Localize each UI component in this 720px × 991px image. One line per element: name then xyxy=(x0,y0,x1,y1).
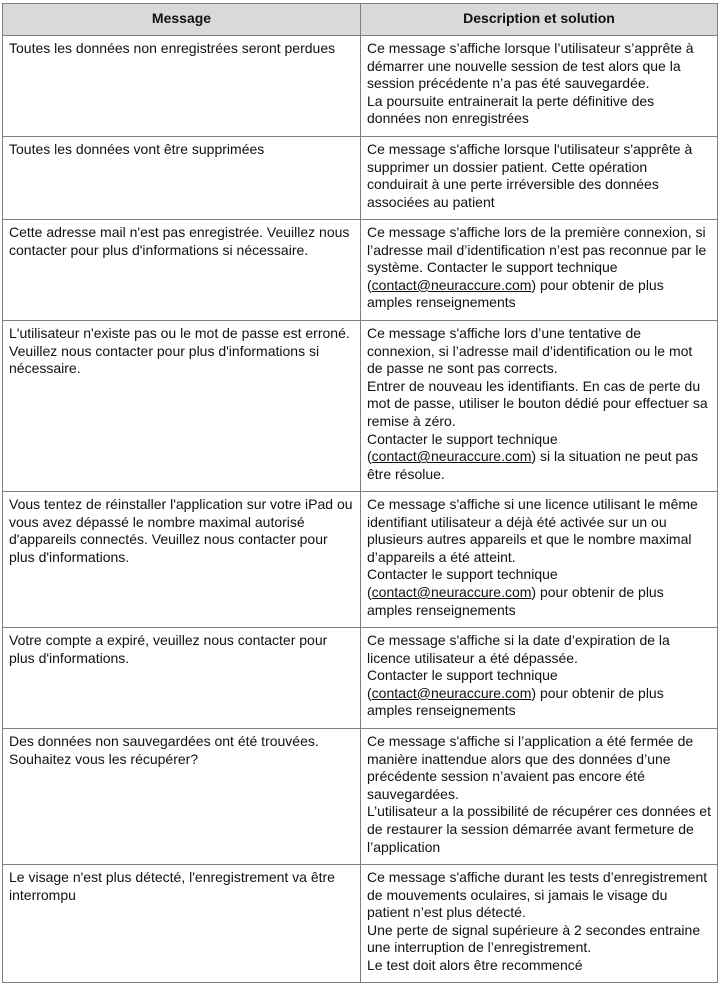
description-text: Ce message s'affiche lors d’une tentative de connexion, si l’adresse mail d’identification ou le mot de passe ne sont pas corrects. Entrer de nouveau les identifiants. En cas de perte du mot de passe, utiliser le bouton dédié pour effectuer sa remise à zéro. Contacter le support technique ( xyxy=(367,325,708,465)
message-cell: Le visage n'est plus détecté, l'enregistrement va être interrompu xyxy=(3,865,361,983)
table-row xyxy=(3,492,718,628)
table-header-row xyxy=(3,4,718,36)
table-row xyxy=(3,137,718,220)
table-row xyxy=(3,865,718,983)
header-description: Description et solution xyxy=(361,4,718,36)
description-text: Ce message s'affiche si la date d’expiration de la licence utilisateur a été dépassée. Contacter le support technique ( xyxy=(367,632,670,701)
description-cell xyxy=(361,220,718,321)
table-row xyxy=(3,729,718,865)
description-cell xyxy=(361,492,718,628)
table-row xyxy=(3,628,718,729)
description-text: ) pour obtenir de plus amples renseignements xyxy=(367,583,664,618)
message-cell: Vous tentez de réinstaller l'application sur votre iPad ou vous avez dépassé le nombre maximal autorisé d'appareils connectés. Veuillez nous contacter pour plus d'informations. xyxy=(3,492,361,628)
header-message: Message xyxy=(3,4,361,36)
message-cell: Toutes les données non enregistrées seront perdues xyxy=(3,36,361,137)
description-text: ) pour obtenir de plus amples renseignements xyxy=(367,684,664,719)
description-text: ) pour obtenir de plus amples renseignements xyxy=(367,276,664,311)
description-text: Ce message s'affiche lors de la première connexion, si l’adresse mail d’identification n’est pas reconnue par le système. Contacter le support technique ( xyxy=(367,224,707,293)
message-cell: Des données non sauvegardées ont été trouvées. Souhaitez vous les récupérer? xyxy=(3,729,361,865)
support-email-link[interactable]: contact@neuraccure.com xyxy=(371,684,532,701)
support-email-link[interactable]: contact@neuraccure.com xyxy=(371,448,532,465)
description-cell: Ce message s'affiche si l’application a été fermée de manière inattendue alors que des données d’une précédente session n’avaient pas encore été sauvegardées. L’utilisateur a la possibilité de récupérer ces données et de restaurer la session démarrée avant fermeture de l’application xyxy=(361,729,718,865)
table-row xyxy=(3,220,718,321)
messages-table xyxy=(2,3,718,983)
description-cell: Ce message s’affiche lorsque l’utilisateur s’apprête à démarrer une nouvelle session de test alors que la session précédente n’a pas été sauvegardée. La poursuite entrainerait la perte définitive des données non enregistrées xyxy=(361,36,718,137)
description-cell: Ce message s'affiche lorsque l'utilisateur s'apprête à supprimer un dossier patient. Cette opération conduirait à une perte irréversible des données associées au patient xyxy=(361,137,718,220)
description-text: Ce message s'affiche si une licence utilisant le même identifiant utilisateur a déjà été activée sur un ou plusieurs autres appareils et que le nombre maximal d’appareils a été atteint. Contacter le support technique ( xyxy=(367,496,698,600)
description-text: ) si la situation ne peut pas être résolue. xyxy=(367,448,698,482)
message-cell: Cette adresse mail n'est pas enregistrée. Veuillez nous contacter pour plus d'informations si nécessaire. xyxy=(3,220,361,321)
description-cell xyxy=(361,321,718,492)
message-cell: Votre compte a expiré, veuillez nous contacter pour plus d'informations. xyxy=(3,628,361,729)
message-cell: Toutes les données vont être supprimées xyxy=(3,137,361,220)
support-email-link[interactable]: contact@neuraccure.com xyxy=(371,276,532,293)
description-cell xyxy=(361,628,718,729)
table-row xyxy=(3,36,718,137)
description-cell: Ce message s'affiche durant les tests d’enregistrement de mouvements oculaires, si jamais le visage du patient n’est plus détecté. Une perte de signal supérieure à 2 secondes entraine une interruption de l’enregistrement. Le test doit alors être recommencé xyxy=(361,865,718,983)
message-cell: L'utilisateur n'existe pas ou le mot de passe est erroné. Veuillez nous contacter pour plus d'informations si nécessaire. xyxy=(3,321,361,492)
support-email-link[interactable]: contact@neuraccure.com xyxy=(371,583,532,600)
table-row xyxy=(3,321,718,492)
